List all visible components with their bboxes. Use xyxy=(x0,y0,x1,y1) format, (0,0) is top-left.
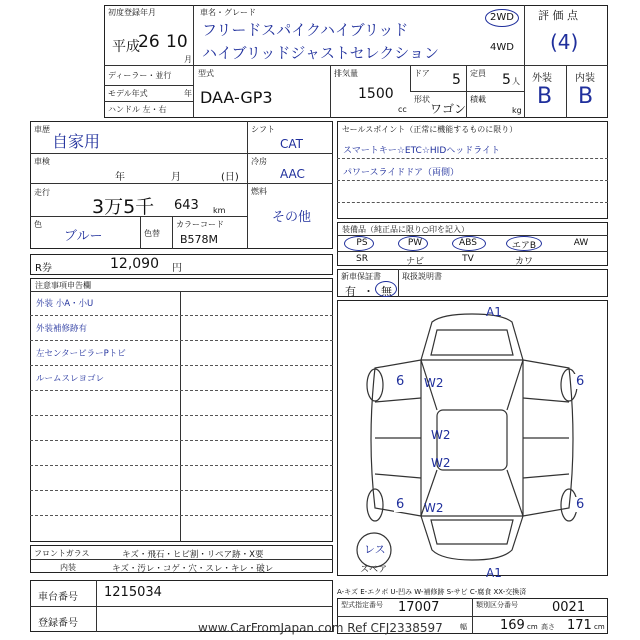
rating-score: (4) xyxy=(550,30,579,54)
displacement-value: 1500 xyxy=(358,86,394,102)
inspection-month: 月 xyxy=(171,172,181,183)
interior-cond-value: キズ・汚レ・コゲ・穴・スレ・キレ・破レ xyxy=(112,564,274,574)
aircon-value: AAC xyxy=(280,167,305,181)
car-name-line1: フリードスパイクハイブリッド xyxy=(202,21,409,39)
capacity-label: 定員 xyxy=(470,69,486,78)
chassis-value: 1215034 xyxy=(104,585,162,600)
rating-title: 評 価 点 xyxy=(538,9,578,22)
type-label: 型式 xyxy=(198,69,214,78)
watermark: www.CarFromJapan.com Ref CFJ2338597 xyxy=(198,621,443,635)
warranty-yes: 有 xyxy=(345,285,356,298)
first-reg-month-unit: 月 xyxy=(184,55,192,64)
shape-label: 形状 xyxy=(414,95,430,104)
recycle-value: 12,090 xyxy=(110,256,159,272)
shift-value: CAT xyxy=(280,137,303,151)
door-label: ドア xyxy=(414,69,430,78)
handle-label: ハンドル 左・右 xyxy=(108,105,167,114)
recycle-unit: 円 xyxy=(172,263,182,274)
warranty-no: 無 xyxy=(381,285,392,298)
load-unit: kg xyxy=(512,106,522,115)
chassis-label: 車台番号 xyxy=(38,592,78,603)
first-reg-year: 26 xyxy=(138,32,160,52)
mileage-unit: km xyxy=(213,206,226,215)
displacement-unit: cc xyxy=(398,105,407,114)
mark-w2-center-upper: W2 xyxy=(431,428,451,442)
notes-box xyxy=(30,278,333,542)
warranty-dot: ・ xyxy=(363,285,374,298)
equipment-title: 装備品（純正品に限り○印を記入） xyxy=(342,225,469,234)
mileage-sub: 643 xyxy=(174,198,199,213)
displacement-label: 排気量 xyxy=(334,69,358,78)
mark-6-rear-right: 6 xyxy=(576,497,585,512)
mileage-label: 走行 xyxy=(34,188,50,197)
shape-value: ワゴン xyxy=(430,102,467,116)
frontglass-value: キズ・飛石・ヒビ割・リペア跡・X要 xyxy=(122,550,264,560)
width-label: 幅 xyxy=(460,623,467,631)
equip-ps: PS xyxy=(356,238,368,248)
first-reg-era: 平成 xyxy=(112,39,140,55)
equip-pw: PW xyxy=(407,238,423,248)
color-code-value: B578M xyxy=(180,233,219,246)
usage-label: 車歴 xyxy=(34,125,50,134)
drive-4wd: 4WD xyxy=(490,42,514,53)
car-name-label: 車名・グレード xyxy=(200,8,256,17)
interior-label: 内装 xyxy=(575,73,595,84)
mark-6-front-left: 6 xyxy=(396,374,405,389)
capacity-value: 5 xyxy=(502,72,511,88)
sales-line-1: スマートキー☆ETC☆HIDヘッドライト xyxy=(343,146,500,156)
category-label: 類別区分番号 xyxy=(476,601,518,609)
color-value: ブルー xyxy=(64,229,103,244)
height-unit: cm xyxy=(594,623,605,631)
color-swap-label: 色替 xyxy=(144,229,160,238)
load-label: 積載 xyxy=(470,95,486,104)
equip-abs: ABS xyxy=(459,238,477,248)
width-value: 169 xyxy=(500,618,525,633)
reg-label: 登録番号 xyxy=(38,618,78,629)
notes-line-1: 外装 小A・小U xyxy=(36,299,94,309)
dealer-label: ディーラー・並行 xyxy=(108,71,172,80)
fuel-value: その他 xyxy=(272,210,312,225)
first-reg-month: 10 xyxy=(166,32,188,52)
mark-w2-left-front: W2 xyxy=(424,376,444,390)
height-label: 高さ xyxy=(541,623,555,631)
recycle-label: R券 xyxy=(35,263,52,274)
notes-line-4: ルームスレヨゴレ xyxy=(36,374,105,384)
equip-abs-circle xyxy=(452,236,486,251)
warranty-no-circle xyxy=(375,281,397,297)
frontglass-label: フロントガラス xyxy=(34,549,90,558)
mark-w2-left-rear: W2 xyxy=(424,501,444,515)
first-reg-label: 初度登録年月 xyxy=(108,8,156,17)
car-name-line2: ハイブリッドジャストセレクション xyxy=(202,44,440,62)
notes-title: 注意事項申告欄 xyxy=(35,281,91,290)
usage-value: 自家用 xyxy=(52,132,101,151)
equip-sr: SR xyxy=(356,254,368,264)
mark-a1-bottom: A1 xyxy=(486,566,502,580)
color-code-label: カラーコード xyxy=(176,220,224,229)
notes-line-3: 左センターピラーPトビ xyxy=(36,349,126,359)
equip-airbag: エアB xyxy=(511,241,537,251)
car-diagram xyxy=(337,300,608,576)
spare-note: レス xyxy=(364,543,386,556)
mark-a1-top: A1 xyxy=(486,305,502,319)
manual-label: 取扱説明書 xyxy=(402,272,442,281)
damage-legend: A-キズ E-エクボ U-凹み W-補修跡 S-サビ C-腐食 XX-交換済 xyxy=(337,588,527,596)
inspection-label: 車検 xyxy=(34,157,50,166)
equip-tv: TV xyxy=(462,254,474,264)
color-label: 色 xyxy=(34,220,42,229)
width-unit: cm xyxy=(527,623,538,631)
capacity-unit: 人 xyxy=(512,77,520,86)
equip-airbag-circle xyxy=(506,236,542,251)
fuel-label: 燃料 xyxy=(251,187,267,196)
aircon-label: 冷房 xyxy=(251,157,267,166)
drive-2wd: 2WD xyxy=(490,12,514,23)
mark-6-rear-left: 6 xyxy=(396,497,405,512)
exterior-value: B xyxy=(537,84,553,109)
inspection-day: (日) xyxy=(221,172,239,183)
type-value: DAA-GP3 xyxy=(200,88,273,107)
equip-leather: カワ xyxy=(514,257,533,267)
model-year-unit: 年 xyxy=(184,89,192,98)
height-value: 171 xyxy=(567,618,592,633)
mileage-value: 3万5千 xyxy=(92,196,155,218)
equip-aw: AW xyxy=(573,238,589,248)
interior-cond-label: 内装 xyxy=(60,563,76,572)
interior-value: B xyxy=(578,84,594,109)
model-designation-value: 17007 xyxy=(398,600,440,615)
mark-6-front-right: 6 xyxy=(576,374,585,389)
exterior-label: 外装 xyxy=(532,73,552,84)
category-value: 0021 xyxy=(552,600,586,615)
mark-w2-center-lower: W2 xyxy=(431,456,451,470)
equip-pw-circle xyxy=(398,236,428,251)
equip-ps-circle xyxy=(344,236,374,251)
model-designation-label: 型式指定番号 xyxy=(341,601,383,609)
door-value: 5 xyxy=(452,72,461,88)
shift-label: シフト xyxy=(251,125,275,134)
model-year-label: モデル年式 xyxy=(108,89,148,98)
warranty-label: 新車保証書 xyxy=(341,272,381,281)
sales-title: セールスポイント（正常に機能するものに限り） xyxy=(342,125,518,134)
inspection-year: 年 xyxy=(115,172,125,183)
spare-label: スペア xyxy=(360,565,388,575)
equip-navi: ナビ xyxy=(405,257,424,267)
sales-line-2: パワースライドドア（両側） xyxy=(343,168,460,178)
notes-line-2: 外装補修跡有 xyxy=(36,324,88,334)
